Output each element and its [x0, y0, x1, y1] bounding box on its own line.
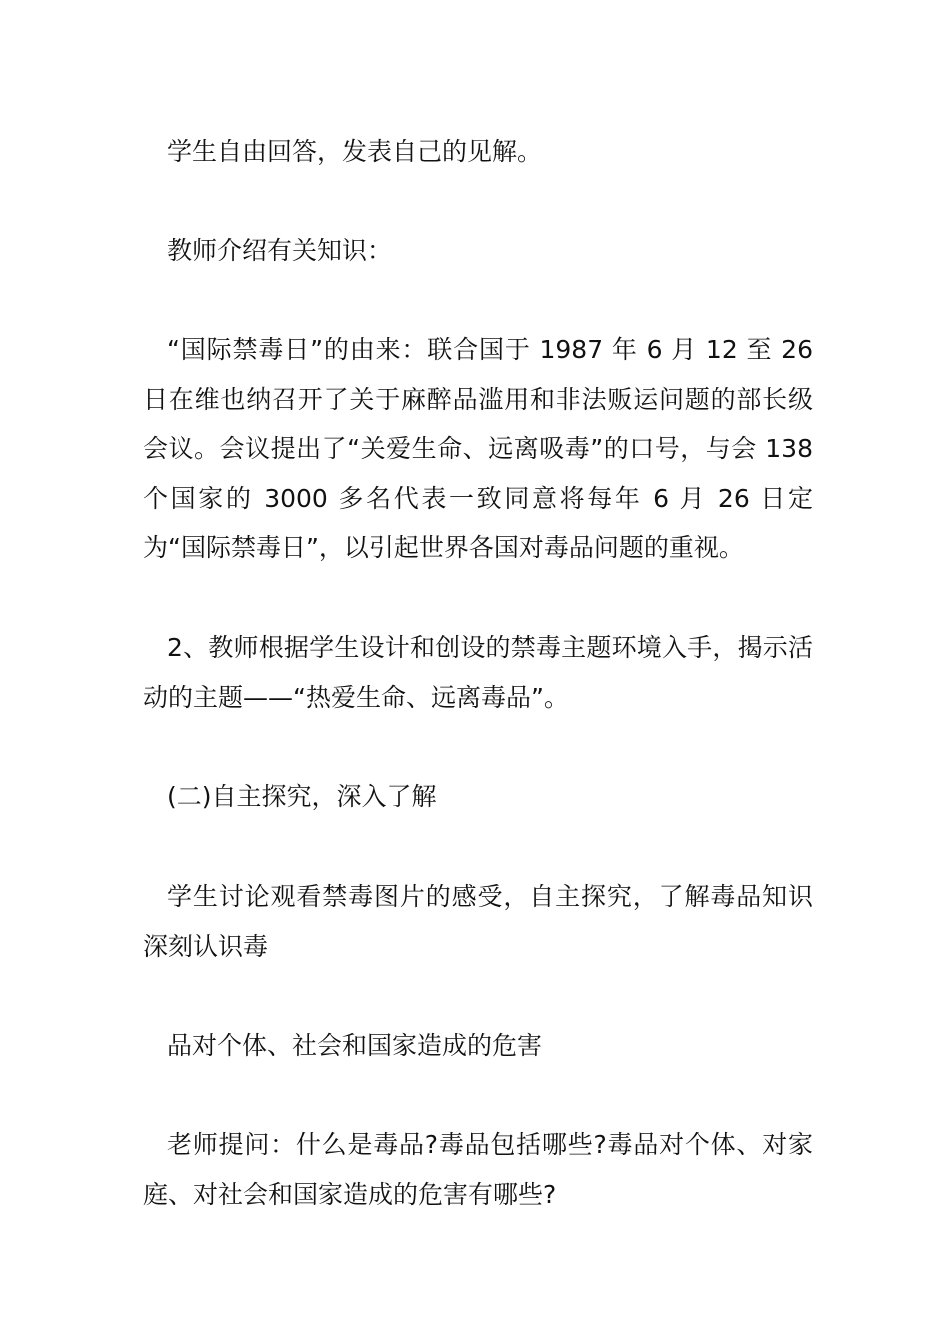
paragraph-anti-drug-day-origin: “国际禁毒日”的由来：联合国于 1987 年 6 月 12 至 26 日在维也纳召开了关于麻醉品滥用和非法贩运问题的部长级会议。会议提出了“关爱生命、远离吸毒”的口号，与会 138 个国家的 3000 多名代表一致同意将每年 6 月 26 日定为“国际禁毒日”，以引起世界各国对毒品问题的重视。 — [143, 335, 813, 562]
paragraph-activity-theme: 2、教师根据学生设计和创设的禁毒主题环境入手，揭示活动的主题——“热爱生命、远离毒品”。 — [143, 633, 813, 712]
section-heading-self-exploration: (二)自主探究，深入了解 — [167, 782, 437, 811]
paragraph-student-answer: 学生自由回答，发表自己的见解。 — [167, 137, 543, 166]
paragraph-harm-continuation: 品对个体、社会和国家造成的危害 — [167, 1031, 543, 1060]
paragraph-student-discussion: 学生讨论观看禁毒图片的感受，自主探究，了解毒品知识深刻认识毒 — [143, 882, 813, 961]
paragraph-teacher-question: 老师提问：什么是毒品?毒品包括哪些?毒品对个体、对家庭、对社会和国家造成的危害有哪些? — [143, 1130, 813, 1209]
paragraph-teacher-intro: 教师介绍有关知识： — [167, 236, 393, 265]
